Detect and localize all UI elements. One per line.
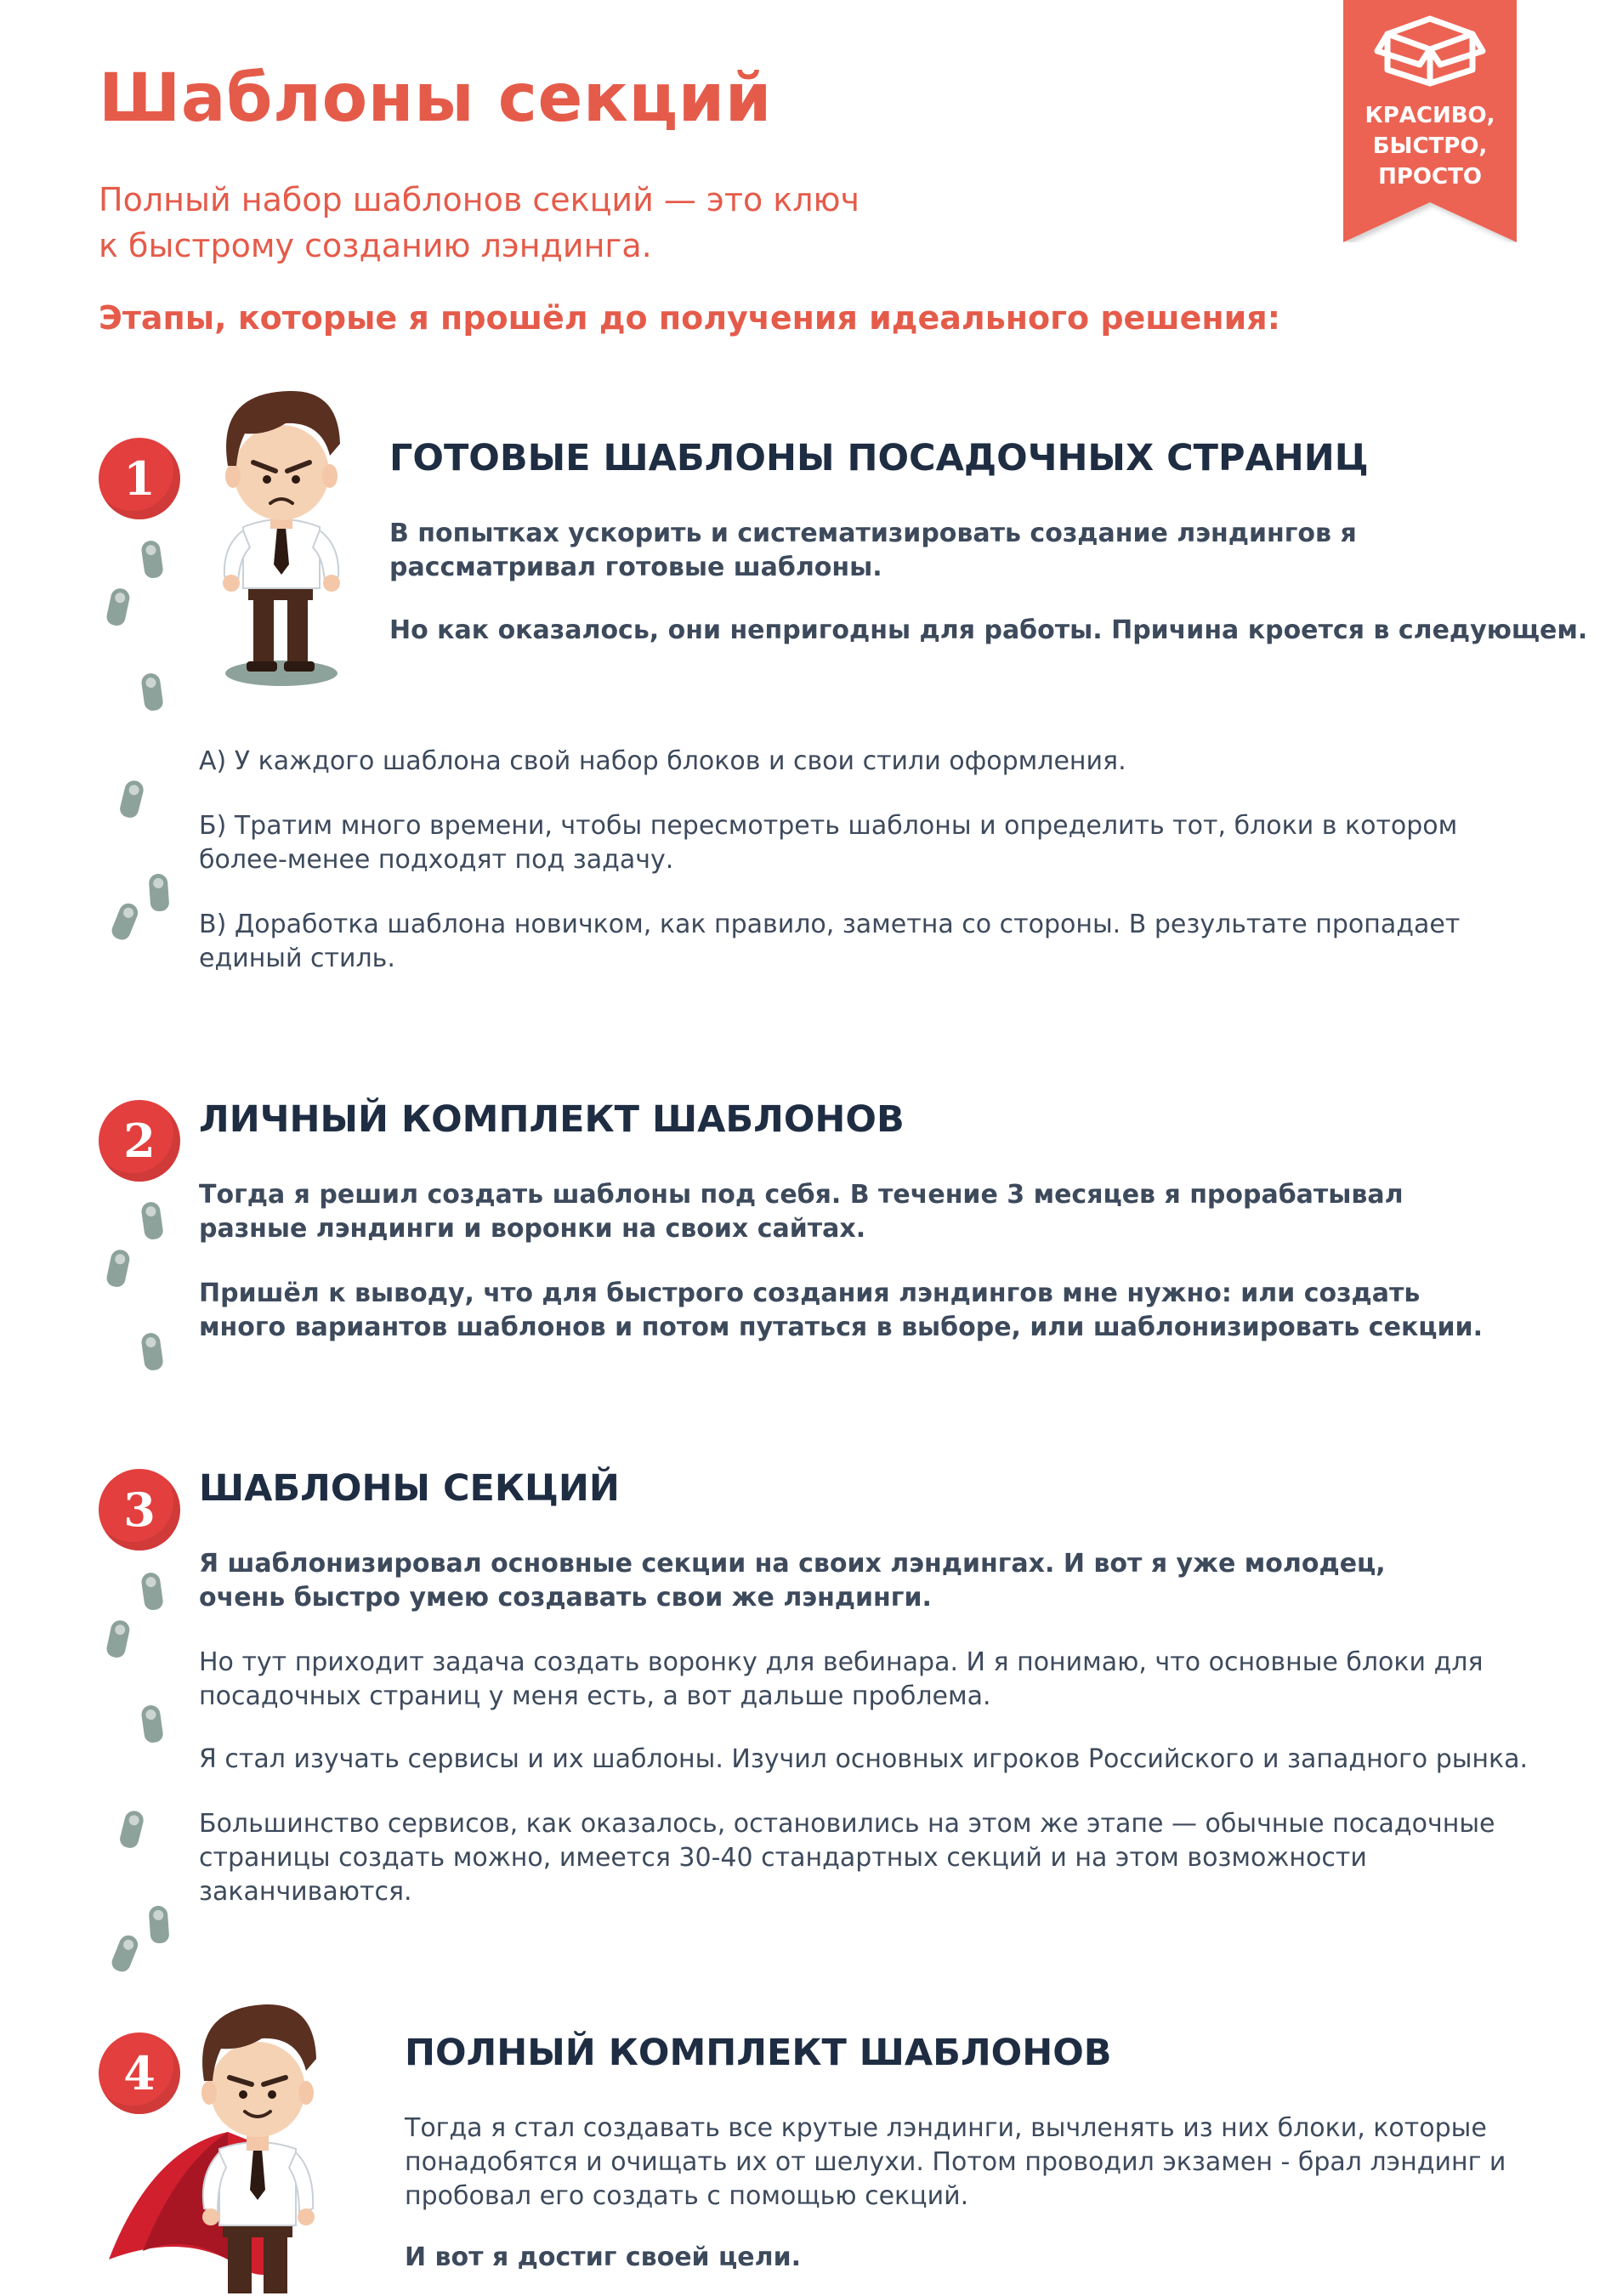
- footprint-icon: [105, 1248, 132, 1289]
- footprint-icon: [105, 587, 132, 627]
- step-3-paragraph: Большинство сервисов, как оказалось, остановились на этом же этапе — обычные посадочные страницы создать можно, имеется 30-40 стандартных секций и на этом возможности заканчиваются.: [199, 1809, 1495, 1907]
- footprint-icon: [110, 900, 141, 942]
- subtitle-line: к быстрому созданию лэндинга.: [99, 227, 652, 264]
- step-2-bold-paragraph: Тогда я решил создать шаблоны под себя. В течение 3 месяцев я прорабатывал разные лэндинги и воронки на своих сайтах.: [199, 1180, 1404, 1244]
- ribbon-line: ПРОСТО: [1378, 164, 1482, 190]
- footprint-icon: [148, 1905, 169, 1943]
- step-4-bold-paragraph: И вот я достиг своей цели.: [405, 2242, 801, 2272]
- step-2-heading: ЛИЧНЫЙ КОМПЛЕКТ ШАБЛОНОВ: [199, 1098, 905, 1141]
- step-1-paragraph: В) Доработка шаблона новичком, как правило, заметна со стороны. В результате пропадает единый стиль.: [199, 910, 1461, 973]
- stages-heading: Этапы, которые я прошёл до получения идеального решения:: [99, 299, 1280, 337]
- step-3-bold-paragraph: Я шаблонизировал основные секции на своих лэндингах. И вот я уже молодец, очень быстро умею создавать свои же лэндинги.: [199, 1549, 1386, 1613]
- step-3-paragraph: Но тут приходит задача создать воронку для вебинара. И я понимаю, что основные блоки для посадочных страниц у меня есть, а вот дальше проблема.: [199, 1647, 1484, 1711]
- subtitle-line: Полный набор шаблонов секций — это ключ: [99, 181, 860, 218]
- step-3-paragraph: Я стал изучать сервисы и их шаблоны. Изучил основных игроков Российского и западного рынка.: [199, 1744, 1529, 1774]
- ribbon-line: БЫСТРО,: [1372, 133, 1488, 159]
- ribbon-text: [1343, 100, 1517, 192]
- ribbon-line: КРАСИВО,: [1365, 103, 1495, 128]
- page-subtitle: [99, 177, 949, 269]
- step-1-heading: ГОТОВЫЕ ШАБЛОНЫ ПОСАДОЧНЫХ СТРАНИЦ: [389, 437, 1369, 479]
- step-4-heading: ПОЛНЫЙ КОМПЛЕКТ ШАБЛОНОВ: [405, 2032, 1112, 2074]
- step-1-paragraph: Б) Тратим много времени, чтобы пересмотреть шаблоны и определить тот, блоки в котором более-менее подходят под задачу.: [199, 811, 1458, 875]
- footprint-icon: [105, 1619, 132, 1659]
- footprint-icon: [148, 873, 169, 911]
- step-2-bold-paragraph: Пришёл к выводу, что для быстрого создания лэндингов мне нужно: или создать много вариантов шаблонов и потом путаться в выборе, или шаблонизировать секции.: [199, 1278, 1483, 1342]
- step-4-badge: 4: [99, 2032, 180, 2114]
- footprint-icon: [140, 1704, 164, 1744]
- footprint-icon: [140, 1332, 164, 1372]
- step-2-badge: 2: [99, 1100, 180, 1182]
- step-1-paragraph: А) У каждого шаблона свой набор блоков и свои стили оформления.: [199, 746, 1126, 776]
- step-1-bold-paragraph: В попытках ускорить и систематизировать создание лэндингов я рассматривал готовые шаблоны.: [389, 519, 1357, 582]
- step-3-heading: ШАБЛОНЫ СЕКЦИЙ: [199, 1467, 620, 1510]
- footprint-icon: [118, 779, 145, 819]
- step-4-paragraph: Тогда я стал создавать все крутые лэндинги, вычленять из них блоки, которые понадобятся и очищать их от шелухи. Потом проводил экзамен - брал лэндинг и пробовал его создать с помощью секций.: [405, 2113, 1506, 2211]
- page-title: Шаблоны секций: [99, 60, 772, 137]
- footprint-icon: [140, 1201, 164, 1241]
- step-3-badge: 3: [99, 1469, 180, 1551]
- step-1-badge: 1: [99, 438, 180, 519]
- footprint-icon: [140, 540, 164, 580]
- superhero-man-illustration: [100, 1979, 381, 2296]
- footprint-icon: [140, 1572, 164, 1612]
- footprint-icon: [118, 1809, 145, 1850]
- angry-man-illustration: [194, 384, 369, 690]
- footprint-icon: [110, 1932, 141, 1974]
- step-1-bold-paragraph: Но как оказалось, они непригодны для работы. Причина кроется в следующем.: [389, 615, 1588, 645]
- footprint-icon: [140, 672, 164, 712]
